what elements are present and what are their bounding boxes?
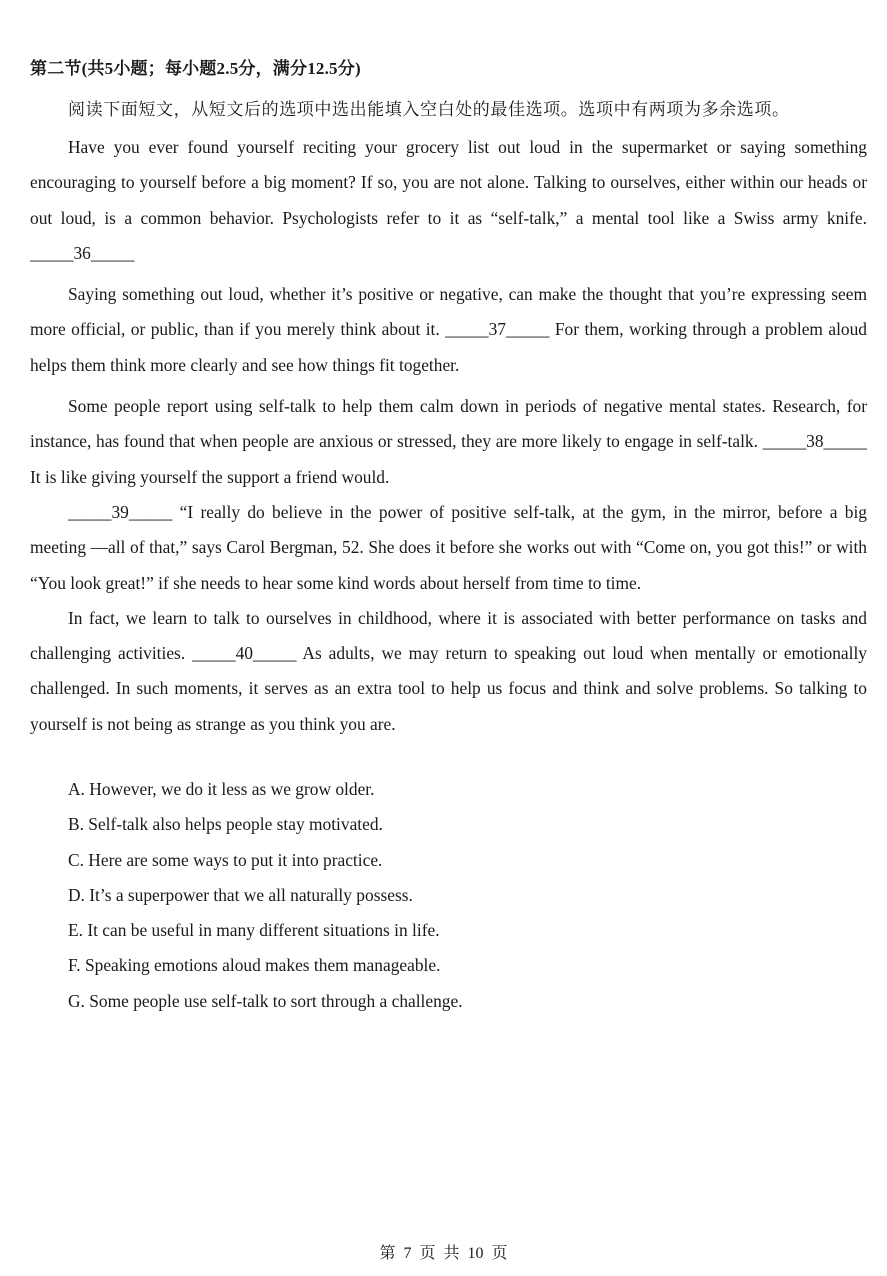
option-f: F. Speaking emotions aloud makes them manageable.: [68, 955, 441, 976]
passage-paragraph: _____39_____ “I really do believe in the power of positive self-talk, at the gym, in the mirror, before a big meeting —all of that,” says Carol Bergman, 52. She does it before she works out with “Come on, you got this!” or with “You look great!” if she needs to hear some kind words about herself from time to time.: [30, 501, 867, 593]
blank-38: _____38_____: [762, 431, 867, 452]
option-c: C. Here are some ways to put it into practice.: [68, 849, 383, 870]
option-g: G. Some people use self-talk to sort through a challenge.: [68, 990, 463, 1011]
answer-options: [68, 772, 463, 1019]
page-number-footer: 第 7 页 共 10 页: [379, 1245, 508, 1262]
option-e: E. It can be useful in many different situations in life.: [68, 920, 440, 941]
option-b: B. Self-talk also helps people stay motivated.: [68, 814, 383, 835]
instruction-text: 阅读下面短文，从短文后的选项中选出能填入空白处的最佳选项。选项中有两项为多余选项。: [68, 100, 790, 119]
passage-paragraph: In fact, we learn to talk to ourselves in childhood, where it is associated with better performance on tasks and challenging activities. _____40_____ As adults, we may return to speaking out loud when mentally or emotionally challenged. In such moments, it serves as an extra tool to help us focus and think and solve problems. So talking to yourself is not being as strange as you think you are.: [30, 607, 867, 734]
blank-40: _____40_____: [192, 643, 297, 664]
passage-paragraph: Some people report using self-talk to help them calm down in periods of negative mental states. Research, for instance, has found that when people are anxious or stressed, they are more likely to engage in self-talk. _____38_____ It is like giving yourself the support a friend would.: [30, 396, 867, 487]
reading-passage: [30, 130, 867, 748]
option-d: D. It’s a superpower that we all naturally possess.: [68, 884, 413, 905]
passage-paragraph: Have you ever found yourself reciting your grocery list out loud in the supermarket or saying something encouraging to yourself before a big moment? If so, you are not alone. Talking to ourselves, either within our heads or out loud, is a common behavior. Psychologists refer to it as “self-talk,” a mental tool like a Swiss army knife. _____36_____: [30, 137, 867, 263]
option-a: A. However, we do it less as we grow older.: [68, 779, 375, 799]
section-title: 第二节(共5小题；每小题2.5分，满分12.5分): [30, 59, 361, 78]
passage-paragraph: Saying something out loud, whether it’s positive or negative, can make the thought that you’re expressing seem more official, or public, than if you merely think about it. _____37_____ For them, working through a problem aloud helps them think more clearly and see how things fit together.: [30, 284, 867, 375]
blank-39: _____39_____: [68, 501, 173, 522]
blank-37: _____37_____: [445, 319, 550, 340]
blank-36: _____36_____: [30, 242, 135, 263]
